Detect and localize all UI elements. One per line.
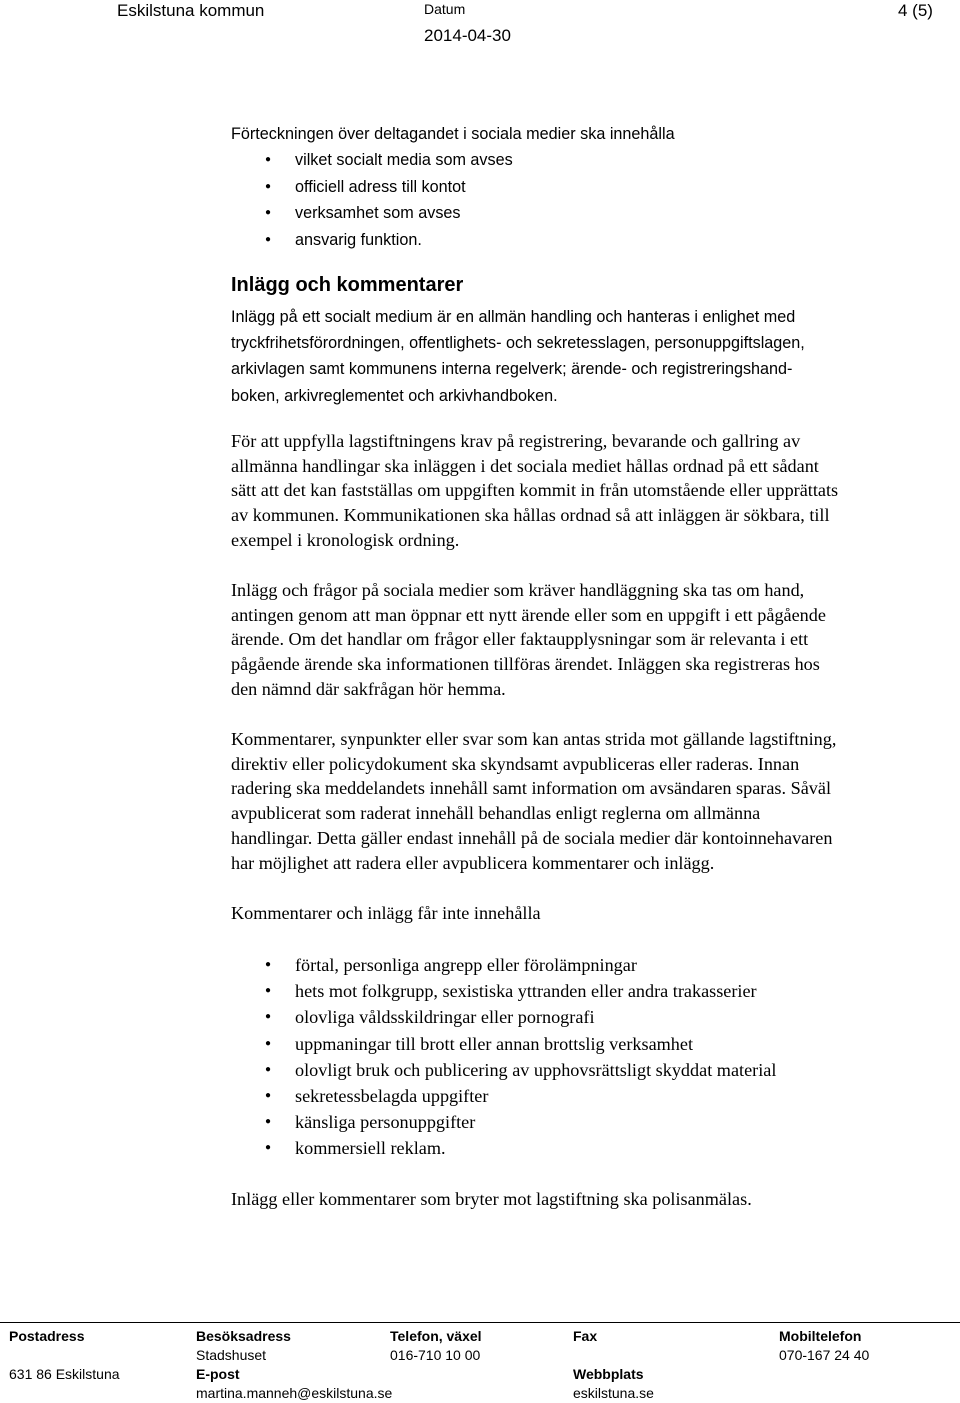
footer-label: Fax xyxy=(573,1328,598,1344)
closing-paragraph: Inlägg eller kommentarer som bryter mot lagstiftning ska polisanmälas. xyxy=(231,1189,752,1209)
paragraph-line: Kommentarer, synpunkter eller svar som kan antas strida mot gällande lagstiftning, xyxy=(231,729,837,749)
intro-list xyxy=(231,147,513,254)
footer-telefon xyxy=(390,1327,482,1365)
paragraph-line: allmänna handlingar ska inläggen i det sociala mediet hållas ordnad på ett sådant xyxy=(231,455,819,476)
list-lead: Kommentarer och inlägg får inte innehålla xyxy=(231,903,541,923)
list-item: ● hets mot folkgrupp, sexistiska yttranden eller andra trakasserier xyxy=(231,978,776,1004)
footer-besoksadress xyxy=(196,1327,392,1403)
paragraph-line: tryckfrihetsförordningen, offentlighets- och sekretesslagen, personuppgiftslagen, xyxy=(231,334,805,353)
paragraph-line: av kommunen. Kommunikationen ska hållas ordnad så att inläggen är sökbara, till xyxy=(231,505,830,526)
footer-mobil xyxy=(779,1327,869,1365)
footer-label: Telefon, växel xyxy=(390,1328,482,1344)
list-item: ● olovligt bruk och publicering av upphovsrättsligt skyddat material xyxy=(231,1057,776,1083)
paragraph-line: den nämnd där sakfrågan hör hemma. xyxy=(231,678,506,699)
footer-label: Postadress xyxy=(9,1328,85,1344)
list-item: ● olovliga våldsskildringar eller pornografi xyxy=(231,1004,776,1030)
prohibited-list xyxy=(231,952,776,1162)
list-item: ● kommersiell reklam. xyxy=(231,1135,776,1161)
paragraph-line: antingen genom att man öppnar ett nytt ärende eller som en uppgift i ett pågående xyxy=(231,604,826,625)
header-page-number: 4 (5) xyxy=(898,1,933,20)
footer-divider xyxy=(0,1322,960,1323)
footer-website-link[interactable]: eskilstuna.se xyxy=(573,1385,654,1401)
footer-postadress xyxy=(9,1327,120,1384)
header-org: Eskilstuna kommun xyxy=(117,1,265,20)
paragraph-line: pågående ärende ska informationen tillföras ärendet. Inläggen ska registreras hos xyxy=(231,654,820,675)
paragraph-line: boken, arkivreglementet och arkivhandboken. xyxy=(231,386,558,405)
paragraph-2 xyxy=(231,429,946,553)
footer-label: Besöksadress xyxy=(196,1328,291,1344)
footer-label: E-post xyxy=(196,1366,240,1382)
paragraph-line: har möjlighet att radera eller avpublicera kommentarer och inlägg. xyxy=(231,852,715,873)
list-item: ● vilket socialt media som avses xyxy=(231,147,513,174)
paragraph-3 xyxy=(231,578,946,702)
footer-value: 070-167 24 40 xyxy=(779,1347,870,1363)
paragraph-line: avpublicerat som raderat innehåll behandlas enligt reglerna om allmänna xyxy=(231,803,761,824)
list-item: ● ansvarig funktion. xyxy=(231,227,513,254)
list-item: ● uppmaningar till brott eller annan brottslig verksamhet xyxy=(231,1031,776,1057)
paragraph-line: radering ska meddelandets innehåll samt information om avsändaren sparas. Såväl xyxy=(231,778,832,799)
paragraph-line: Inlägg på ett socialt medium är en allmän handling och hanteras i enlighet med xyxy=(231,308,796,326)
list-item: ● officiell adress till kontot xyxy=(231,174,513,201)
list-item: ● verksamhet som avses xyxy=(231,200,513,227)
header-date: 2014-04-30 xyxy=(424,26,511,45)
paragraph-line: direktiv eller policydokument ska skyndsamt avpubliceras eller raderas. Innan xyxy=(231,753,800,774)
header-date-label: Datum xyxy=(424,1,466,17)
footer-value: 016-710 10 00 xyxy=(390,1347,481,1363)
paragraph-line: Inlägg och frågor på sociala medier som kräver handläggning ska tas om hand, xyxy=(231,580,805,600)
list-item: ● förtal, personliga angrepp eller förolämpningar xyxy=(231,952,776,978)
footer-label: Webbplats xyxy=(573,1366,644,1382)
footer-label: Mobiltelefon xyxy=(779,1328,862,1344)
intro-lead: Förteckningen över deltagandet i sociala medier ska innehålla xyxy=(231,125,675,143)
list-item: ● känsliga personuppgifter xyxy=(231,1109,776,1135)
paragraph-1 xyxy=(231,304,946,409)
footer-value: 631 86 Eskilstuna xyxy=(9,1366,120,1382)
list-item: ● sekretessbelagda uppgifter xyxy=(231,1083,776,1109)
footer-email-link[interactable]: martina.manneh@eskilstuna.se xyxy=(196,1385,393,1401)
paragraph-line: exempel i kronologisk ordning. xyxy=(231,529,460,550)
footer-value: Stadshuset xyxy=(196,1347,267,1363)
paragraph-line: ärende. Om det handlar om frågor eller faktaupplysningar som är relevanta i ett xyxy=(231,629,809,650)
paragraph-4 xyxy=(231,727,946,875)
paragraph-line: För att uppfylla lagstiftningens krav på registrering, bevarande och gallring av xyxy=(231,431,801,451)
paragraph-line: sätt att det kan fastställas om uppgiften kommit in från utomstående eller upprättats xyxy=(231,480,839,501)
paragraph-line: handlingar. Detta gäller endast innehåll på de sociala medier där kontoinnehavaren xyxy=(231,827,833,848)
section-heading: Inlägg och kommentarer xyxy=(231,274,464,296)
paragraph-line: arkivlagen samt kommunens interna regelverk; ärende- och registreringshand- xyxy=(231,360,793,379)
footer-fax-webbplats xyxy=(573,1327,654,1403)
